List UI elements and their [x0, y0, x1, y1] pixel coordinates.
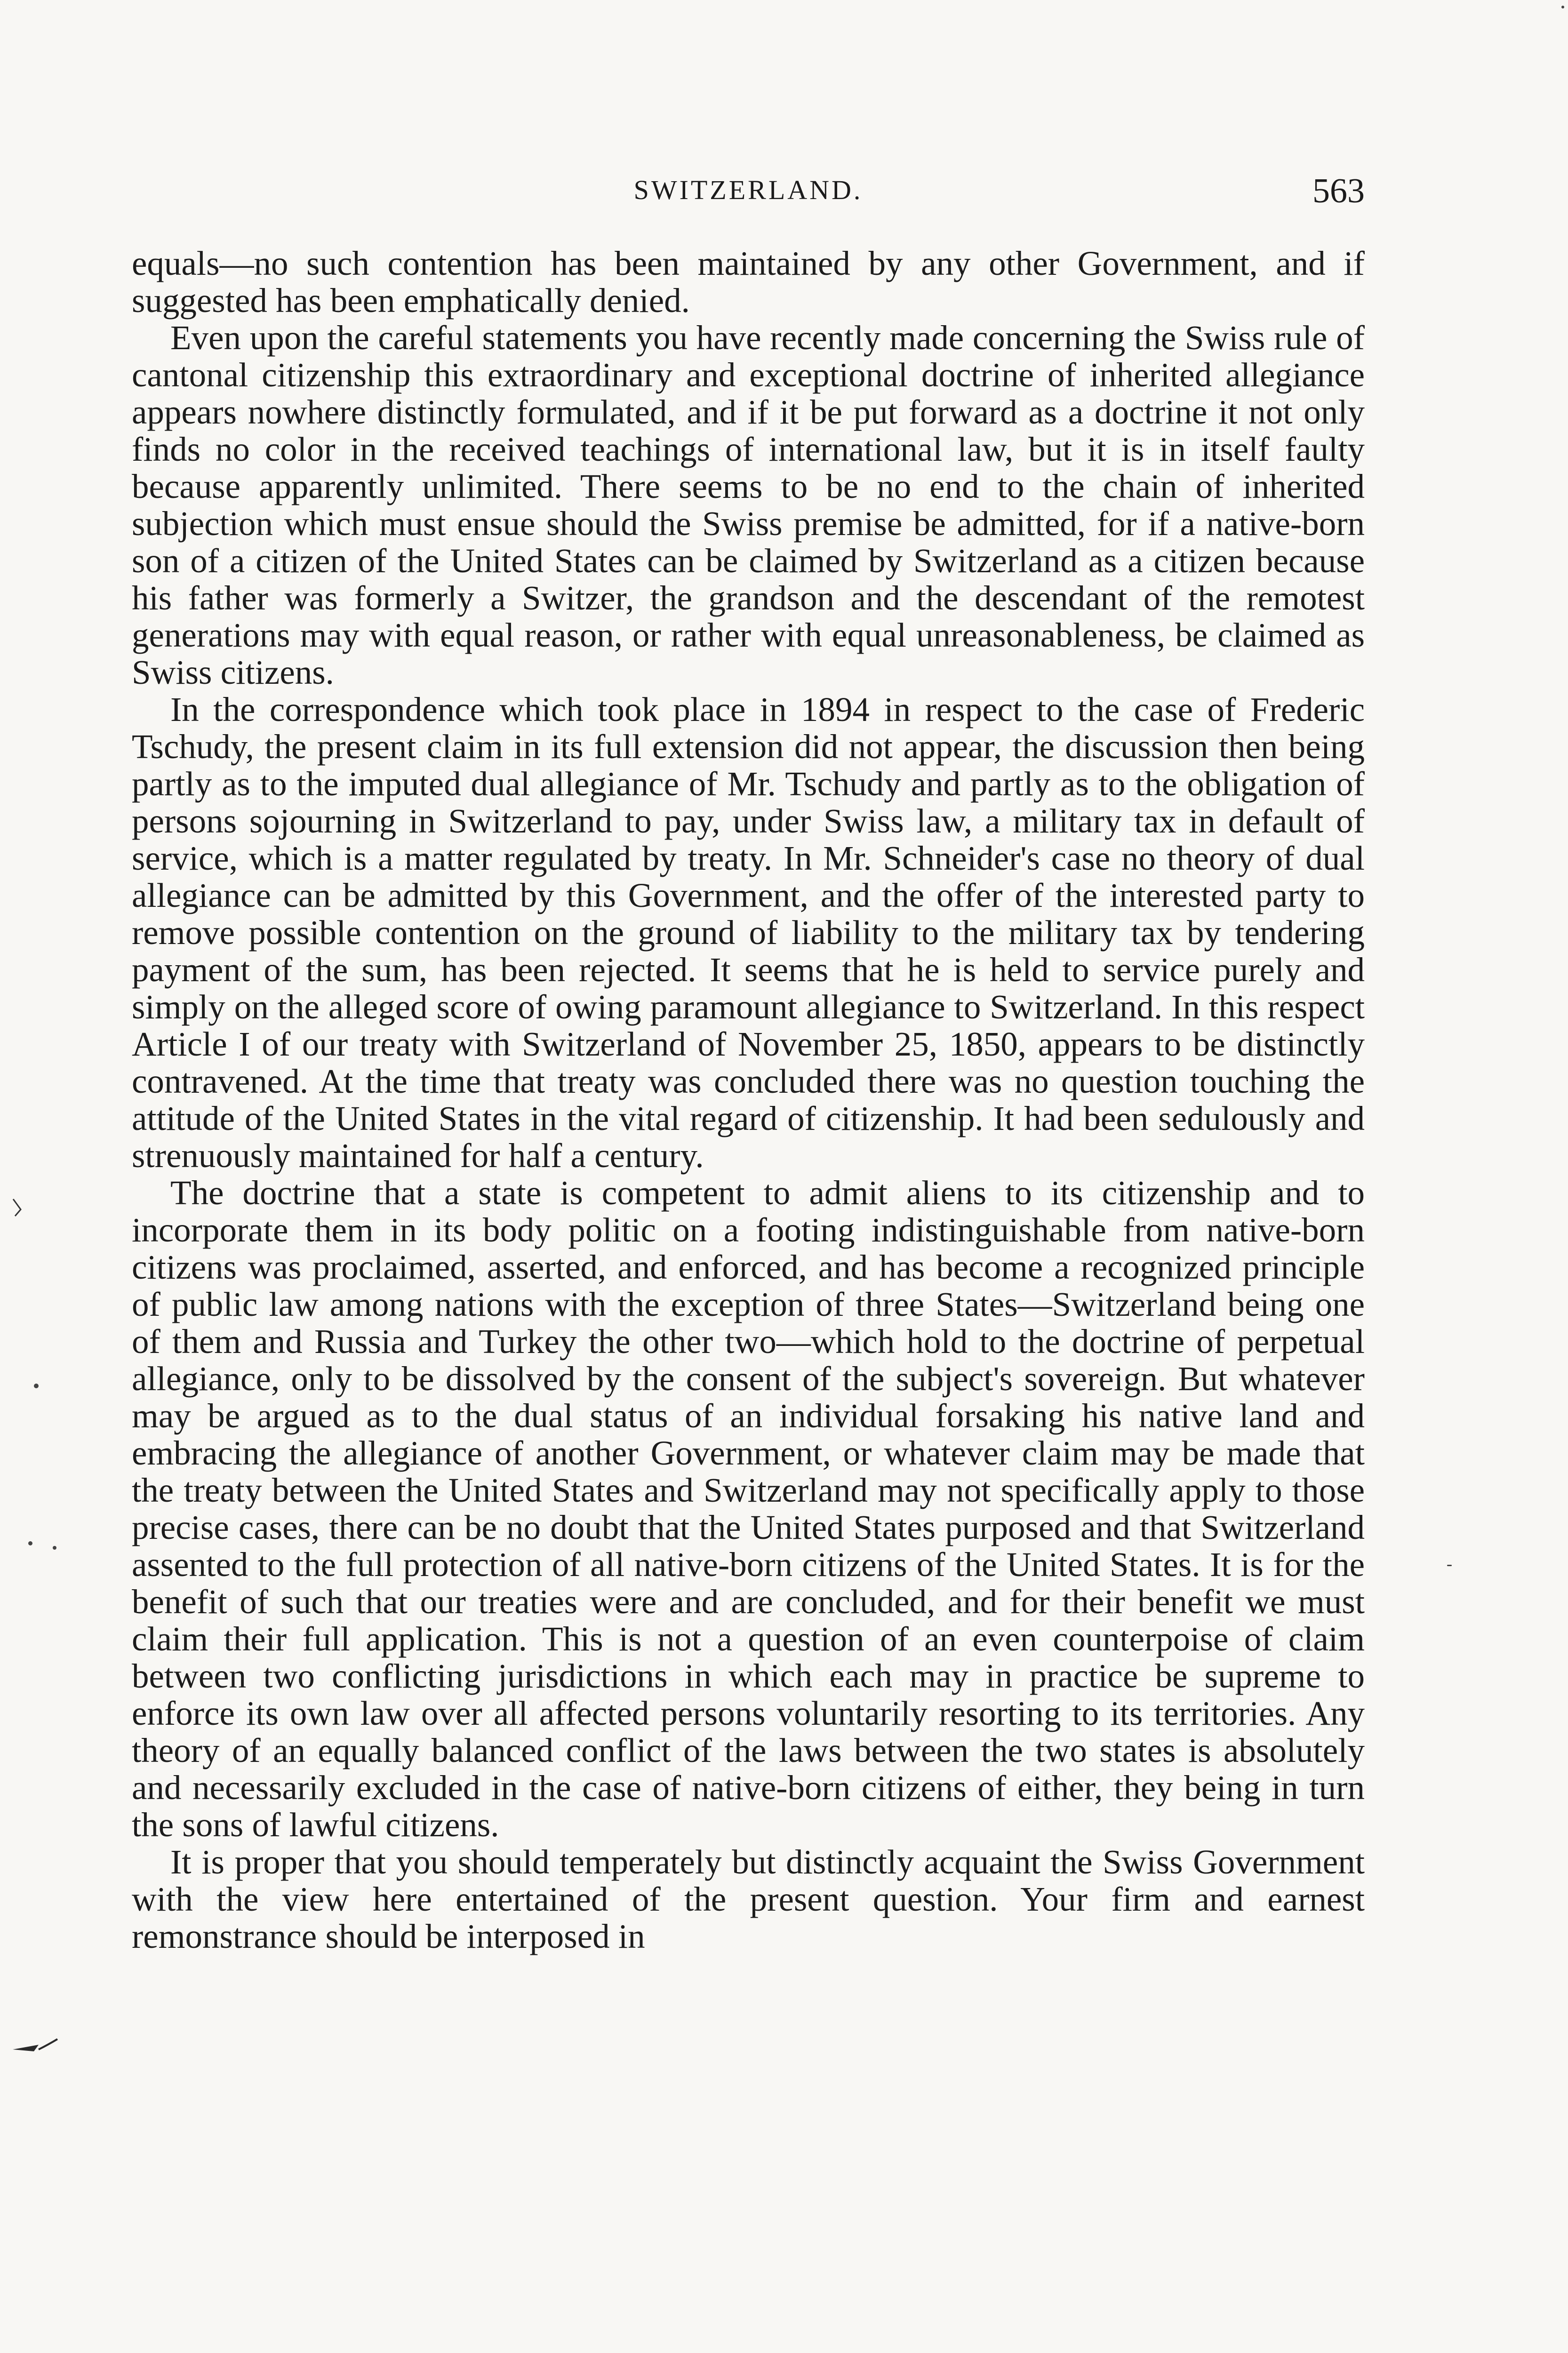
scan-speck: [34, 1384, 39, 1388]
scan-speck: [53, 1546, 56, 1550]
scan-speck: [1447, 1565, 1452, 1566]
page-header: [132, 174, 1365, 221]
scan-speck: [28, 1541, 32, 1545]
body-text: [132, 245, 1365, 1955]
paragraph-continuation: equals—no such contention has been maintained by any other Government, and if suggested has been emphatically denied.: [132, 244, 1365, 320]
page-number: 563: [1312, 172, 1365, 210]
running-head: SWITZERLAND.: [633, 175, 863, 205]
paragraph-naturalization-doctrine: The doctrine that a state is competent to admit aliens to its citizenship and to incorporate them in its body politic on a footing indistinguishable from native-born citizens was proclaimed, asserted, and enforced, and has become a recognized principle of public law among nations with the exception of three States—Switzerland being one of them and Russia and Turkey the other two—which hold to the doctrine of perpetual allegiance, only to be dissolved by the consent of the subject's sovereign. But whatever may be argued as to the dual status of an individual forsaking his native land and embracing the allegiance of another Government, or whatever claim may be made that the treaty between the United States and Switzerland may not specifically apply to those precise cases, there can be no doubt that the United States purposed and that Switzerland assented to the full protection of all native-born citizens of the United States. It is for the benefit of such that our treaties were and are concluded, and for their benefit we must claim their full application. This is not a question of an even counterpoise of claim between two conflicting jurisdictions in which each may in practice be supreme to enforce its own law over all affected persons voluntarily resorting to its territories. Any theory of an equally balanced conflict of the laws between the two states is absolutely and necessarily excluded in the case of native-born citizens of either, they being in turn the sons of lawful citizens.: [132, 1174, 1365, 1844]
paragraph-inherited-allegiance: Even upon the careful statements you have recently made concerning the Swiss rule of cantonal citizenship this extraordinary and exceptional doctrine of inherited allegiance appears nowhere distinctly formulated, and if it be put forward as a doctrine it not only finds no color in the received teachings of international law, but it is in itself faulty because apparently unlimited. There seems to be no end to the chain of inherited subjection which must ensue should the Swiss premise be admitted, for if a native-born son of a citizen of the United States can be claimed by Switzerland as a citizen because his father was formerly a Switzer, the grandson and the descendant of the remotest generations may with equal reason, or rather with equal unreasonableness, be claimed as Swiss citizens.: [132, 319, 1365, 691]
scan-speck: [1561, 6, 1564, 8]
margin-arrow-mark: [10, 2035, 62, 2064]
paragraph-tschudy-case: In the correspondence which took place in 1894 in respect to the case of Frederic Tschudy, the present claim in its full extension did not appear, the discussion then being partly as to the imputed dual allegiance of Mr. Tschudy and partly as to the obligation of persons sojourning in Switzerland to pay, under Swiss law, a military tax in default of service, which is a matter regulated by treaty. In Mr. Schneider's case no theory of dual allegiance can be admitted by this Government, and the offer of the interested party to remove possible contention on the ground of liability to the military tax by tendering payment of the sum, has been rejected. It seems that he is held to service purely and simply on the alleged score of owing paramount allegiance to Switzerland. In this respect Article I of our treaty with Switzerland of November 25, 1850, appears to be distinctly contravened. At the time that treaty was concluded there was no question touching the attitude of the United States in the vital regard of citizenship. It had been sedulously and strenuously maintained for half a century.: [132, 690, 1365, 1175]
paragraph-remonstrance: It is proper that you should temperately but distinctly acquaint the Swiss Government with the view here entertained of the present question. Your firm and earnest remonstrance should be interposed in: [132, 1843, 1365, 1955]
margin-tick-mark: [9, 1195, 28, 1219]
